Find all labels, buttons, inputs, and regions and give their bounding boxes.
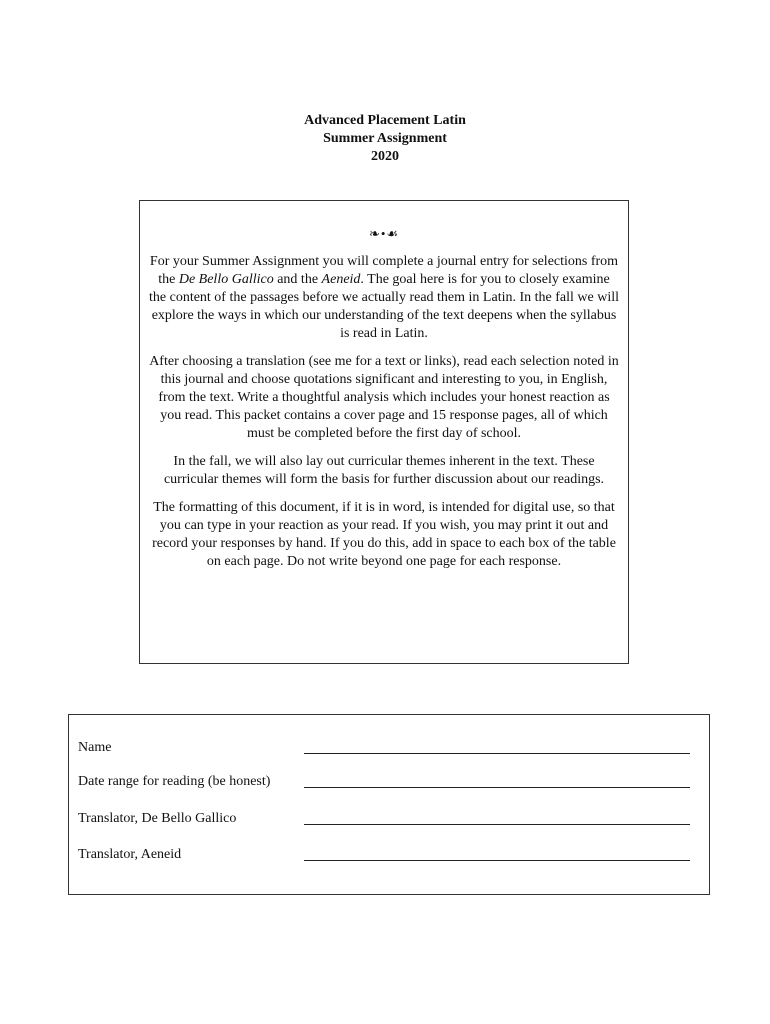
p1-title-gallico: De Bello Gallico (178, 272, 274, 287)
instructions-paragraph-1 (148, 253, 620, 343)
date-range-field[interactable] (304, 787, 690, 788)
instructions-paragraph-3: In the fall, we will also lay out curricular themes inherent in the text. These curricular themes will form the basis for further discussion about our readings. (163, 454, 605, 487)
translator-gallico-field[interactable] (304, 824, 690, 825)
translator-gallico-label: Translator, De Bello Gallico (78, 811, 237, 826)
ornament-icon: ❧•☙ (368, 226, 400, 241)
student-info-form (68, 714, 710, 895)
title-line-1: Advanced Placement Latin (304, 113, 466, 128)
form-row-name (78, 738, 698, 758)
instructions-paragraph-2: After choosing a translation (see me for a text or links), read each selection noted in this journal and choose quotations significant and interesting to you, in English, from the text. Write a thoughtful analysis which includes your honest reaction as you read. This packet contains a cover page and 15 response pages, all of which must be completed before the first day of school. (149, 354, 619, 441)
name-label: Name (78, 740, 112, 755)
form-row-translator-gallico (78, 809, 698, 829)
document-title (0, 112, 770, 166)
form-row-date-range (78, 772, 698, 792)
title-line-3: 2020 (371, 149, 399, 164)
p1-text-e: . The goal here is for you to closely examine the content of the passages before we actually read them in Latin. In the fall we will explore the ways in which our understanding of the text deepens when the syllabus is read in Latin. (149, 272, 619, 341)
title-line-2: Summer Assignment (323, 131, 447, 146)
date-range-label: Date range for reading (be honest) (78, 774, 271, 789)
p1-title-aeneid: Aeneid (321, 272, 361, 287)
translator-aeneid-label: Translator, Aeneid (78, 847, 182, 862)
p1-text-c: and the (273, 272, 322, 287)
instructions-paragraph-4: The formatting of this document, if it is in word, is intended for digital use, so that you can type in your reaction as your read. If you wish, you may print it out and record your responses by hand. If you do this, add in space to each box of the table on each page. Do not write beyond one page for each response. (152, 500, 616, 569)
form-row-translator-aeneid (78, 845, 698, 865)
instructions-box (139, 200, 629, 664)
p1-text-a: For your Summer Assignment you will complete a journal entry for selections from the (149, 254, 619, 287)
translator-aeneid-field[interactable] (304, 860, 690, 861)
name-field[interactable] (304, 753, 690, 754)
